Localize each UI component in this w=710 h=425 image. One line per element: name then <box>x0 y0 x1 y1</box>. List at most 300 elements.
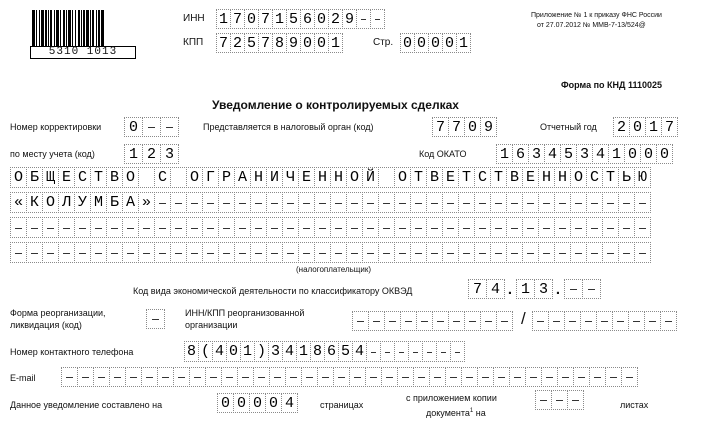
char-cell <box>330 242 347 263</box>
phone-label: Номер контактного телефона <box>10 347 134 357</box>
barcode-bar <box>50 10 52 46</box>
char-cell: 0 <box>124 117 143 137</box>
char-cell: О <box>346 167 363 188</box>
email-cells <box>61 367 637 387</box>
char-cell <box>106 242 123 263</box>
char-cell: 4 <box>544 144 561 164</box>
barcode-bar <box>41 10 44 46</box>
char-cell: О <box>122 167 139 188</box>
char-cell <box>170 242 187 263</box>
char-cell: 7 <box>432 117 449 137</box>
char-cell <box>160 117 179 137</box>
char-cell: Т <box>602 167 619 188</box>
char-cell: 1 <box>516 279 535 299</box>
char-cell <box>77 367 94 387</box>
barcode-bar <box>60 10 61 46</box>
barcode-bar <box>63 10 65 46</box>
char-cell <box>394 192 411 213</box>
char-cell <box>346 192 363 213</box>
char-cell: Ю <box>634 167 651 188</box>
char-cell <box>426 217 443 238</box>
char-cell <box>170 167 187 188</box>
char-cell <box>628 311 645 331</box>
form-code: Форма по КНД 1110025 <box>561 80 662 90</box>
okato-cells <box>496 144 672 164</box>
char-cell <box>525 367 542 387</box>
char-cell: 0 <box>400 33 415 53</box>
char-cell <box>458 242 475 263</box>
char-cell <box>154 217 171 238</box>
barcode-bar <box>72 10 73 46</box>
char-cell <box>416 311 433 331</box>
char-cell <box>490 242 507 263</box>
char-cell <box>189 367 206 387</box>
char-cell: 0 <box>464 117 481 137</box>
char-cell <box>298 192 315 213</box>
char-cell: В <box>106 167 123 188</box>
char-cell <box>253 367 270 387</box>
char-cell <box>366 341 381 362</box>
char-cell <box>378 242 395 263</box>
char-cell: 0 <box>314 9 329 29</box>
okato-label: Код ОКАТО <box>419 149 467 159</box>
char-cell <box>74 217 91 238</box>
barcode-bar <box>92 10 94 46</box>
char-cell: 3 <box>534 279 553 299</box>
char-cell: 1 <box>496 144 513 164</box>
kpp-cells <box>216 33 342 53</box>
char-cell <box>90 242 107 263</box>
char-cell: К <box>26 192 43 213</box>
char-cell: С <box>154 167 171 188</box>
char-cell <box>370 9 385 29</box>
char-cell: 3 <box>528 144 545 164</box>
char-cell <box>237 367 254 387</box>
barcode-bar <box>39 10 40 46</box>
char-cell <box>426 192 443 213</box>
char-cell: 1 <box>124 144 143 164</box>
char-cell <box>564 311 581 331</box>
char-cell <box>506 242 523 263</box>
char-cell: Т <box>458 167 475 188</box>
char-cell <box>109 367 126 387</box>
reorg-inn-label-line1: ИНН/КПП реорганизованной <box>185 308 305 318</box>
char-cell <box>218 192 235 213</box>
char-cell <box>429 367 446 387</box>
char-cell <box>362 242 379 263</box>
barcode-bar <box>90 10 91 46</box>
okved-cells <box>468 279 600 299</box>
char-cell: 7 <box>258 9 273 29</box>
char-cell <box>154 192 171 213</box>
char-cell: 8 <box>272 33 287 53</box>
char-cell <box>445 367 462 387</box>
char-cell: 3 <box>268 341 283 362</box>
char-cell: 2 <box>230 33 245 53</box>
char-cell <box>602 242 619 263</box>
char-cell <box>612 311 629 331</box>
char-cell <box>458 192 475 213</box>
tax-authority-cells <box>432 117 496 137</box>
char-cell: 7 <box>661 117 678 137</box>
char-cell <box>570 242 587 263</box>
pages-cells <box>217 393 297 413</box>
char-cell: 7 <box>468 279 487 299</box>
char-cell: 0 <box>624 144 641 164</box>
char-cell: 9 <box>342 9 357 29</box>
char-cell <box>554 242 571 263</box>
char-cell <box>596 311 613 331</box>
char-cell <box>493 367 510 387</box>
char-cell <box>218 217 235 238</box>
char-cell <box>442 217 459 238</box>
char-cell: 3 <box>160 144 179 164</box>
char-cell <box>567 390 584 410</box>
barcode-bar <box>101 10 104 46</box>
correction-cells <box>124 117 178 137</box>
char-cell <box>532 311 549 331</box>
char-cell <box>170 192 187 213</box>
char-cell <box>298 242 315 263</box>
char-cell <box>10 217 27 238</box>
char-cell <box>557 367 574 387</box>
char-cell <box>410 217 427 238</box>
char-cell: 1 <box>272 9 287 29</box>
char-cell <box>250 217 267 238</box>
char-cell: Е <box>298 167 315 188</box>
barcode-number: 5310 1013 <box>30 46 136 59</box>
char-cell <box>61 367 78 387</box>
char-cell: О <box>186 167 203 188</box>
name-row-1 <box>10 167 650 188</box>
barcode-bar <box>36 10 37 46</box>
char-cell: 6 <box>300 9 315 29</box>
char-cell <box>221 367 238 387</box>
correction-label: Номер корректировки <box>10 122 102 132</box>
barcode-bars <box>30 10 134 46</box>
year-cells <box>613 117 677 137</box>
char-cell: Е <box>522 167 539 188</box>
char-cell <box>202 192 219 213</box>
separator: . <box>507 280 513 298</box>
char-cell: 1 <box>216 9 231 29</box>
char-cell: 4 <box>212 341 227 362</box>
char-cell <box>426 242 443 263</box>
kpp-label: КПП <box>183 37 204 48</box>
char-cell <box>10 242 27 263</box>
inn-label: ИНН <box>183 13 205 24</box>
char-cell <box>269 367 286 387</box>
char-cell: Т <box>410 167 427 188</box>
char-cell: 0 <box>629 117 646 137</box>
barcode-bar <box>56 10 59 46</box>
char-cell <box>432 311 449 331</box>
barcode-bar <box>86 10 89 46</box>
char-cell: С <box>74 167 91 188</box>
char-cell <box>570 192 587 213</box>
char-cell <box>461 367 478 387</box>
char-cell <box>541 367 558 387</box>
char-cell <box>346 242 363 263</box>
char-cell <box>442 192 459 213</box>
char-cell <box>570 217 587 238</box>
char-cell <box>282 242 299 263</box>
char-cell <box>554 217 571 238</box>
char-cell <box>573 367 590 387</box>
char-cell <box>522 242 539 263</box>
char-cell: Н <box>250 167 267 188</box>
char-cell <box>349 367 366 387</box>
char-cell: Ч <box>282 167 299 188</box>
char-cell <box>202 242 219 263</box>
char-cell <box>330 217 347 238</box>
char-cell: 1 <box>645 117 662 137</box>
copies-cells <box>535 390 583 410</box>
char-cell: 5 <box>286 9 301 29</box>
char-cell <box>250 192 267 213</box>
char-cell: Е <box>442 167 459 188</box>
char-cell <box>586 217 603 238</box>
char-cell <box>538 192 555 213</box>
name-row-2 <box>10 192 650 213</box>
char-cell <box>564 279 583 299</box>
char-cell <box>589 367 606 387</box>
char-cell: 7 <box>258 33 273 53</box>
char-cell <box>234 192 251 213</box>
char-cell <box>618 192 635 213</box>
char-cell: 0 <box>249 393 266 413</box>
char-cell <box>186 242 203 263</box>
char-cell <box>362 217 379 238</box>
char-cell: 9 <box>286 33 301 53</box>
char-cell <box>205 367 222 387</box>
char-cell <box>314 242 331 263</box>
char-cell: 2 <box>142 144 161 164</box>
char-cell <box>314 217 331 238</box>
char-cell: Й <box>362 167 379 188</box>
char-cell <box>618 242 635 263</box>
char-cell: 0 <box>442 33 457 53</box>
char-cell <box>142 117 161 137</box>
char-cell <box>154 242 171 263</box>
char-cell <box>298 217 315 238</box>
char-cell <box>496 311 513 331</box>
char-cell <box>442 242 459 263</box>
char-cell <box>317 367 334 387</box>
char-cell: О <box>10 167 27 188</box>
char-cell <box>122 217 139 238</box>
char-cell: 2 <box>613 117 630 137</box>
char-cell: ( <box>198 341 213 362</box>
char-cell: Г <box>202 167 219 188</box>
char-cell <box>535 390 552 410</box>
char-cell <box>464 311 481 331</box>
phone-cells <box>184 341 464 362</box>
char-cell: А <box>122 192 139 213</box>
char-cell: О <box>570 167 587 188</box>
char-cell <box>644 311 661 331</box>
reorg-label-line2: ликвидация (код) <box>10 320 82 330</box>
char-cell <box>605 367 622 387</box>
char-cell <box>400 311 417 331</box>
char-cell: В <box>426 167 443 188</box>
location-label: по месту учета (код) <box>10 149 95 159</box>
char-cell <box>408 341 423 362</box>
reorg-inn-cells <box>352 311 512 331</box>
char-cell <box>378 192 395 213</box>
char-cell <box>474 217 491 238</box>
char-cell <box>490 192 507 213</box>
char-cell: 0 <box>244 9 259 29</box>
char-cell: 0 <box>300 33 315 53</box>
char-cell <box>538 242 555 263</box>
page-title: Уведомление о контролируемых сделках <box>212 98 459 112</box>
char-cell: Н <box>538 167 555 188</box>
char-cell: О <box>42 192 59 213</box>
char-cell <box>474 242 491 263</box>
copies-label-line2: документа$^1$ на <box>426 408 486 418</box>
char-cell <box>202 217 219 238</box>
barcode-bar <box>54 10 55 46</box>
char-cell: 4 <box>352 341 367 362</box>
char-cell: Н <box>314 167 331 188</box>
char-cell <box>186 192 203 213</box>
name-row-4 <box>10 242 650 263</box>
char-cell <box>538 217 555 238</box>
char-cell <box>58 217 75 238</box>
char-cell <box>410 242 427 263</box>
char-cell: 4 <box>592 144 609 164</box>
location-cells <box>124 144 178 164</box>
char-cell: Н <box>330 167 347 188</box>
char-cell: 6 <box>512 144 529 164</box>
char-cell <box>106 217 123 238</box>
char-cell: 1 <box>240 341 255 362</box>
char-cell <box>26 242 43 263</box>
char-cell <box>509 367 526 387</box>
char-cell <box>448 311 465 331</box>
char-cell: И <box>266 167 283 188</box>
char-cell: 0 <box>226 341 241 362</box>
char-cell <box>413 367 430 387</box>
char-cell <box>410 192 427 213</box>
char-cell: Б <box>106 192 123 213</box>
char-cell: Щ <box>42 167 59 188</box>
char-cell: 1 <box>456 33 471 53</box>
char-cell <box>138 217 155 238</box>
char-cell <box>660 311 677 331</box>
char-cell <box>380 341 395 362</box>
char-cell: 5 <box>244 33 259 53</box>
barcode-bar <box>66 10 67 46</box>
char-cell <box>586 242 603 263</box>
char-cell: 3 <box>576 144 593 164</box>
char-cell <box>234 217 251 238</box>
char-cell <box>125 367 142 387</box>
tax-authority-label: Представляется в налоговый орган (код) <box>203 122 374 132</box>
char-cell <box>170 217 187 238</box>
sheets-unit: листах <box>620 400 649 410</box>
char-cell <box>422 341 437 362</box>
char-cell <box>138 242 155 263</box>
char-cell: У <box>74 192 91 213</box>
char-cell: 7 <box>230 9 245 29</box>
char-cell <box>551 390 568 410</box>
char-cell <box>490 217 507 238</box>
char-cell: 7 <box>448 117 465 137</box>
char-cell <box>480 311 497 331</box>
appendix-line2: от 27.07.2012 № ММВ-7-13/524@ <box>537 22 646 29</box>
char-cell <box>368 311 385 331</box>
char-cell: Р <box>218 167 235 188</box>
char-cell <box>234 242 251 263</box>
char-cell: М <box>90 192 107 213</box>
char-cell: С <box>586 167 603 188</box>
char-cell: 6 <box>324 341 339 362</box>
char-cell <box>352 311 369 331</box>
inn-cells <box>216 9 384 29</box>
char-cell <box>186 217 203 238</box>
char-cell <box>506 217 523 238</box>
char-cell: 2 <box>328 9 343 29</box>
char-cell <box>314 192 331 213</box>
char-cell: Н <box>554 167 571 188</box>
barcode-bar <box>75 10 76 46</box>
char-cell: 1 <box>328 33 343 53</box>
char-cell <box>266 242 283 263</box>
char-cell <box>458 217 475 238</box>
char-cell <box>548 311 565 331</box>
char-cell: 0 <box>233 393 250 413</box>
char-cell <box>602 217 619 238</box>
barcode-bar <box>48 10 49 46</box>
char-cell <box>282 192 299 213</box>
char-cell: О <box>394 167 411 188</box>
barcode-bar <box>45 10 47 46</box>
pages-label: Данное уведомление составлено на <box>10 400 163 410</box>
char-cell: А <box>234 167 251 188</box>
separator: . <box>555 280 561 298</box>
char-cell <box>141 367 158 387</box>
barcode-bar <box>78 10 80 46</box>
char-cell: 1 <box>608 144 625 164</box>
char-cell <box>173 367 190 387</box>
char-cell: 4 <box>281 393 298 413</box>
char-cell: 0 <box>265 393 282 413</box>
char-cell <box>282 217 299 238</box>
char-cell: 0 <box>414 33 429 53</box>
char-cell <box>436 341 451 362</box>
barcode-bar <box>81 10 82 46</box>
char-cell <box>474 192 491 213</box>
char-cell <box>266 217 283 238</box>
char-cell <box>333 367 350 387</box>
char-cell <box>522 217 539 238</box>
pages-unit: страницах <box>320 400 364 410</box>
char-cell: 0 <box>640 144 657 164</box>
char-cell <box>330 192 347 213</box>
char-cell: Б <box>26 167 43 188</box>
page-label: Стр. <box>373 37 394 48</box>
email-label: E-mail <box>10 373 36 383</box>
char-cell <box>58 242 75 263</box>
char-cell: 9 <box>480 117 497 137</box>
char-cell <box>250 242 267 263</box>
char-cell <box>42 217 59 238</box>
char-cell: « <box>10 192 27 213</box>
char-cell <box>522 192 539 213</box>
reorg-label-line1: Форма реорганизации, <box>10 308 106 318</box>
